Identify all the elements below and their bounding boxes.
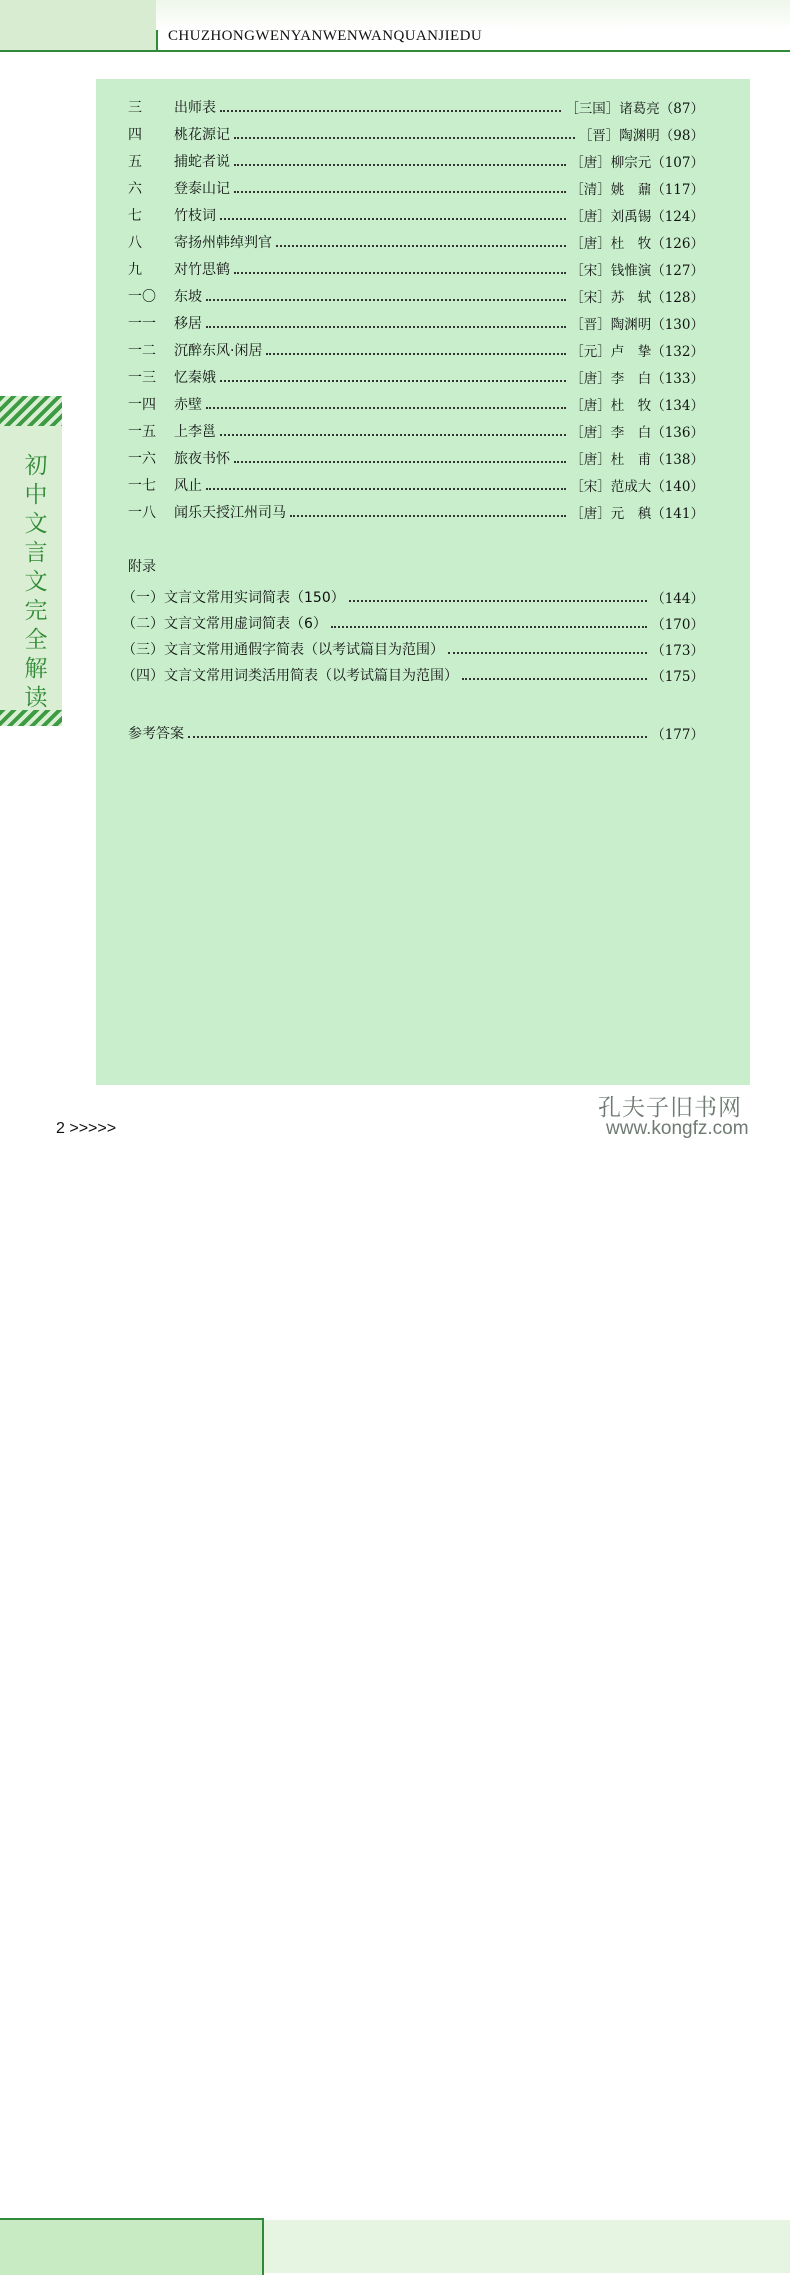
header-title: CHUZHONGWENYANWENWANQUANJIEDU — [168, 28, 483, 44]
toc-entry-number: 八 — [128, 235, 142, 251]
header-pattern — [156, 0, 790, 30]
toc-entry-number: 一五 — [128, 424, 156, 440]
toc-entry[interactable] — [128, 258, 704, 280]
toc-entry-author-page: ［唐］柳宗元（107） — [570, 155, 704, 171]
dot-leader — [290, 515, 566, 517]
dot-leader — [349, 600, 647, 602]
toc-entry-author-page: ［唐］李 白（136） — [570, 425, 704, 441]
dot-leader — [448, 652, 647, 654]
dot-leader — [188, 736, 647, 738]
side-tab-stripe-top — [0, 396, 62, 426]
toc-entry-author-page: ［三国］诸葛亮（87） — [565, 101, 704, 117]
book-title-vertical: 初中文言文完全解读 — [24, 453, 48, 711]
toc-entry-title: 寄扬州韩绰判官 — [174, 235, 272, 251]
header-rule — [0, 50, 790, 52]
toc-entry-number: 一二 — [128, 343, 156, 359]
toc-entry-author-page: ［宋］钱惟演（127） — [570, 263, 704, 279]
dot-leader — [206, 299, 566, 301]
answers-entry-page: （177） — [651, 727, 704, 743]
dot-leader — [220, 218, 566, 220]
toc-entry-title: 竹枝词 — [174, 208, 216, 224]
footer-right-block — [264, 2220, 790, 2273]
toc-entry-title: 风止 — [174, 478, 202, 494]
appendix-entry[interactable] — [122, 612, 704, 634]
toc-entry[interactable] — [128, 501, 704, 523]
toc-entry[interactable] — [128, 204, 704, 226]
toc-entry-number: 一三 — [128, 370, 156, 386]
appendix-entry[interactable] — [122, 664, 704, 686]
toc-entry-title: 对竹思鹤 — [174, 262, 230, 278]
toc-entry-number: 四 — [128, 127, 142, 143]
toc-entry[interactable] — [128, 150, 704, 172]
toc-entry[interactable] — [128, 366, 704, 388]
dot-leader — [220, 434, 566, 436]
toc-entry-author-page: ［唐］元 稹（141） — [570, 506, 704, 522]
dot-leader — [220, 110, 561, 112]
toc-entry[interactable] — [128, 177, 704, 199]
toc-entry[interactable] — [128, 393, 704, 415]
toc-entry[interactable] — [128, 312, 704, 334]
toc-entry-title: 上李邕 — [174, 424, 216, 440]
appendix-entry-title: （一）文言文常用实词简表（150） — [122, 590, 345, 606]
toc-entry-author-page: ［元］卢 挚（132） — [570, 344, 704, 360]
toc-entry-number: 六 — [128, 181, 142, 197]
toc-entry-number: 一四 — [128, 397, 156, 413]
appendix-entry-title: （三）文言文常用通假字简表（以考试篇目为范围） — [122, 642, 444, 658]
content-panel — [96, 79, 750, 1085]
toc-entry-author-page: ［唐］杜 牧（126） — [570, 236, 704, 252]
toc-entry[interactable] — [128, 474, 704, 496]
appendix-entry[interactable] — [122, 586, 704, 608]
appendix-entry[interactable] — [122, 638, 704, 660]
dot-leader — [234, 137, 575, 139]
toc-entry-author-page: ［清］姚 鼐（117） — [570, 182, 704, 198]
toc-entry-number: 五 — [128, 154, 142, 170]
watermark-text: 孔夫子旧书网 — [598, 1095, 742, 1121]
dot-leader — [234, 164, 566, 166]
dot-leader — [266, 353, 566, 355]
toc-entry-title: 沉醉东风·闲居 — [174, 343, 263, 359]
toc-entry-number: 九 — [128, 262, 142, 278]
toc-entry-title: 捕蛇者说 — [174, 154, 230, 170]
toc-entry-title: 忆秦娥 — [174, 370, 216, 386]
answers-entry-title: 参考答案 — [128, 726, 184, 742]
dot-leader — [234, 461, 566, 463]
toc-entry-author-page: ［晋］陶渊明（130） — [570, 317, 704, 333]
toc-entry-number: 一六 — [128, 451, 156, 467]
toc-entry[interactable] — [128, 447, 704, 469]
toc-entry-title: 旅夜书怀 — [174, 451, 230, 467]
footer-left-block — [0, 2218, 264, 2275]
page-number: 2 >>>>> — [56, 1120, 117, 1137]
toc-entry-author-page: ［宋］苏 轼（128） — [570, 290, 704, 306]
dot-leader — [276, 245, 566, 247]
appendix-entry-page: （170） — [651, 617, 704, 633]
toc-entry-title: 东坡 — [174, 289, 202, 305]
answers-entry[interactable] — [128, 722, 704, 744]
dot-leader — [220, 380, 566, 382]
toc-entry[interactable] — [128, 231, 704, 253]
appendix-heading: 附录 — [128, 559, 156, 575]
toc-entry[interactable] — [128, 420, 704, 442]
appendix-entry-title: （二）文言文常用虚词简表（6） — [122, 616, 327, 632]
toc-entry-number: 三 — [128, 100, 142, 116]
dot-leader — [331, 626, 647, 628]
watermark-url: www.kongfz.com — [606, 1118, 749, 1139]
toc-entry-author-page: ［唐］刘禹锡（124） — [570, 209, 704, 225]
toc-entry-number: 一八 — [128, 505, 156, 521]
toc-entry[interactable] — [128, 96, 704, 118]
toc-entry-number: 一一 — [128, 316, 156, 332]
toc-entry-author-page: ［晋］陶渊明（98） — [578, 128, 704, 144]
toc-entry-author-page: ［宋］范成大（140） — [570, 479, 704, 495]
dot-leader — [234, 191, 566, 193]
toc-entry-number: 一七 — [128, 478, 156, 494]
appendix-entry-page: （144） — [651, 591, 704, 607]
dot-leader — [462, 678, 647, 680]
dot-leader — [206, 326, 566, 328]
appendix-entry-page: （173） — [651, 643, 704, 659]
toc-entry-title: 桃花源记 — [174, 127, 230, 143]
appendix-entry-title: （四）文言文常用词类活用简表（以考试篇目为范围） — [122, 668, 458, 684]
page-header — [0, 0, 790, 52]
toc-entry-title: 赤壁 — [174, 397, 202, 413]
dot-leader — [234, 272, 566, 274]
toc-entry[interactable] — [128, 123, 704, 145]
toc-entry[interactable] — [128, 339, 704, 361]
toc-entry-title: 出师表 — [174, 100, 216, 116]
toc-entry-number: 一〇 — [128, 289, 156, 305]
header-decoration-left — [0, 0, 158, 52]
dot-leader — [206, 488, 566, 490]
toc-entry-author-page: ［唐］杜 牧（134） — [570, 398, 704, 414]
toc-entry-author-page: ［唐］杜 甫（138） — [570, 452, 704, 468]
toc-entry-number: 七 — [128, 208, 142, 224]
appendix-entry-page: （175） — [651, 669, 704, 685]
toc-entry-title: 登泰山记 — [174, 181, 230, 197]
toc-entry-author-page: ［唐］李 白（133） — [570, 371, 704, 387]
toc-entry-title: 闻乐天授江州司马 — [174, 505, 286, 521]
dot-leader — [206, 407, 566, 409]
toc-entry[interactable] — [128, 285, 704, 307]
toc-entry-title: 移居 — [174, 316, 202, 332]
